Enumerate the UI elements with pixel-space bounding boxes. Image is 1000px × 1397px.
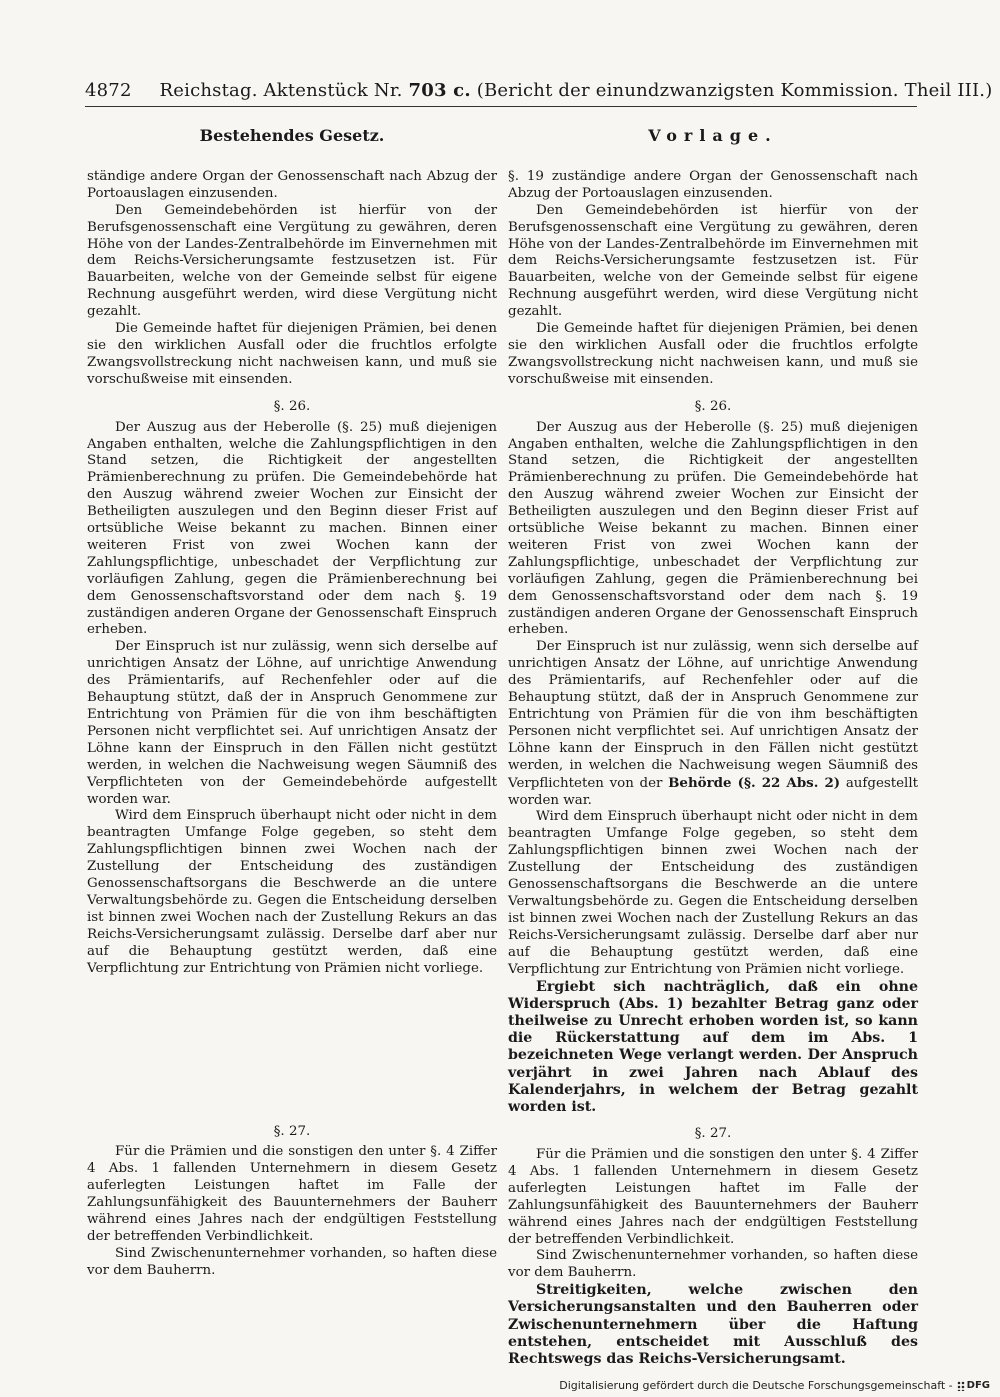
header-aktenstueck: Aktenstück [263, 80, 368, 101]
paragraph: §. 19 zuständige andere Organ der Genossenschaft nach Abzug der Portoauslagen einzusenden. [508, 168, 918, 201]
running-header [85, 80, 993, 101]
paragraph: Sind Zwischenunternehmer vorhanden, so haften diese vor dem Bauherrn. [87, 1245, 497, 1278]
paragraph: Die Gemeinde haftet für diejenigen Prämien, bei denen sie den wirklichen Ausfall oder die fruchtlos erfolgte Zwangsvollstreckung nicht nachweisen kann, und muß sie vorschußweise mit einsenden. [508, 321, 918, 387]
column-title-left: Bestehendes Gesetz. [199, 126, 385, 145]
paragraph-text: aufgestellt worden war. [508, 775, 918, 808]
header-description: (Bericht der einundzwanzigsten Kommission. [476, 80, 899, 101]
paragraph: Sind Zwischenunternehmer vorhanden, so haften diese vor dem Bauherrn. [508, 1248, 918, 1281]
paragraph: Für die Prämien und die sonstigen den unter §. 4 Ziffer 4 Abs. 1 fallenden Unternehmern in diesem Gesetz auferlegten Leistungen haftet im Falle der Zahlungsunfähigkeit des Bauunternehmers der Bauherr während eines Jahres nach der endgültigen Feststellung der betreffenden Verbindlichkeit. [508, 1147, 918, 1247]
paragraph: Der Auszug aus der Heberolle (§. 25) muß diejenigen Angaben enthalten, welche die Zahlungspflichtigen in den Stand setzen, die Richtigkeit der angestellten Prämienberechnung zu prüfen. Die Gemeindebehörde hat den Auszug während zweier Wochen zur Einsicht der Betheiligten auszulegen und den Beginn dieser Frist auf ortsübliche Weise bekannt zu machen. Binnen einer weiteren Frist von zwei Wochen kann der Zahlungspflichtige, unbeschadet der Verpflichtung zur vorläufigen Zahlung, gegen die Prämienberechnung bei dem Genossenschaftsvorstand oder dem nach §. 19 zuständigen anderen Organe der Genossenschaft Einspruch erheben. [508, 419, 918, 638]
bold-amendment: Behörde (§. 22 Abs. 2) [668, 774, 841, 791]
header-rule [85, 106, 917, 107]
digitization-footer [559, 1379, 990, 1392]
paragraph: Wird dem Einspruch überhaupt nicht oder nicht in dem beantragten Umfange Folge gegeben, so steht dem Zahlungspflichtigen binnen zwei Wochen nach der Zustellung der Entscheidung des zuständigen Genossenschaftsorgans die Beschwerde an die untere Verwaltungsbehörde zu. Gegen die Entscheidung derselben ist binnen zwei Wochen nach der Zustellung Rekurs an das Reichs-Versicherungsamt zulässig. Derselbe darf aber nur auf die Behauptung gestützt werden, daß eine Verpflichtung zur Entrichtung von Prämien nicht vorliege. [87, 808, 497, 976]
paragraph: Den Gemeindebehörden ist hierfür von der Berufsgenossenschaft eine Vergütung zu gewähren, deren Höhe von der Landes-Zentralbehörde im Einvernehmen mit dem Reichs-Versicherungsamte festzusetzen ist. Für Bauarbeiten, welche von der Gemeinde selbst für eigene Rechnung ausgeführt werden, wird diese Vergütung nicht gezahlt. [87, 202, 497, 320]
section-heading-27: §. 27. [273, 1123, 311, 1139]
spacer [87, 978, 497, 1114]
dfg-dots-icon [957, 1381, 965, 1391]
page-number: 4872 [85, 80, 132, 101]
paragraph: Die Gemeinde haftet für diejenigen Prämien, bei denen sie den wirklichen Ausfall oder die fruchtlos erfolgte Zwangsvollstreckung nicht nachweisen kann, und muß sie vorschußweise mit einsenden. [87, 321, 497, 387]
column-proposal [508, 122, 918, 1368]
section-heading-26: §. 26. [273, 398, 311, 414]
dfg-logo-icon [957, 1380, 990, 1391]
dfg-badge-text: DFG [966, 1380, 990, 1391]
paragraph-text: Der Einspruch ist nur zulässig, wenn sich derselbe auf unrichtigen Ansatz der Löhne, auf unrichtige Anwendung des Prämientarifs, auf Rechenfehler oder auf die Behauptung stützt, daß der in Anspruch Genommene zur Entrichtung von Prämien für die von ihm beschäftigten Personen nicht verpflichtet sei. Auf unrichtigen Ansatz der Löhne kann der Einspruch in den Fällen nicht gestützt werden, in welchen die Nachweisung wegen Säumniß des Verpflichteten von der [508, 639, 918, 791]
column-existing-law [87, 122, 497, 1280]
bold-amendment-paragraph: Streitigkeiten, welche zwischen den Versicherungsanstalten und den Bauherren oder Zwischenunternehmern über die Haftung entstehen, entscheidet mit Ausschluß des Rechtswegs das Reichs-Versicherungsamt. [508, 1282, 918, 1368]
paragraph: Wird dem Einspruch überhaupt nicht oder nicht in dem beantragten Umfange Folge gegeben, so steht dem Zahlungspflichtigen binnen zwei Wochen nach der Zustellung der Entscheidung des zuständigen Genossenschaftsorgans die Beschwerde an die untere Verwaltungsbehörde zu. Gegen die Entscheidung derselben ist binnen zwei Wochen nach der Zustellung Rekurs an das Reichs-Versicherungsamt zulässig. Derselbe darf aber nur auf die Behauptung gestützt werden, daß eine Verpflichtung zur Entrichtung von Prämien nicht vorliege. [508, 809, 918, 977]
footer-text: Digitalisierung gefördert durch die Deutsche Forschungsgemeinschaft - [559, 1379, 953, 1392]
paragraph: Für die Prämien und die sonstigen den unter §. 4 Ziffer 4 Abs. 1 fallenden Unternehmern in diesem Gesetz auferlegten Leistungen haftet im Falle der Zahlungsunfähigkeit des Bauunternehmers der Bauherr während eines Jahres nach der endgültigen Feststellung der betreffenden Verbindlichkeit. [87, 1144, 497, 1244]
paragraph [508, 639, 918, 809]
header-reichstag: Reichstag. [159, 80, 258, 101]
paragraph: Den Gemeindebehörden ist hierfür von der Berufsgenossenschaft eine Vergütung zu gewähren, deren Höhe von der Landes-Zentralbehörde im Einvernehmen mit dem Reichs-Versicherungsamte festzusetzen ist. Für Bauarbeiten, welche von der Gemeinde selbst für eigene Rechnung ausgeführt werden, wird diese Vergütung nicht gezahlt. [508, 202, 918, 320]
header-nr-value: 703 c. [408, 80, 471, 101]
header-nr-label: Nr. [373, 80, 403, 101]
paragraph: ständige andere Organ der Genossenschaft nach Abzug der Portoauslagen einzusenden. [87, 168, 497, 201]
bold-amendment-paragraph: Ergiebt sich nachträglich, daß ein ohne Widerspruch (Abs. 1) bezahlter Betrag ganz oder theilweise zu Unrecht erhoben worden ist, so kann die Rückerstattung auf dem im Abs. 1 bezeichneten Wege verlangt werden. Der Anspruch verjährt in zwei Jahren nach Ablauf des Kalenderjahrs, in welchem der Betrag gezahlt worden ist. [508, 978, 918, 1115]
section-heading-26: §. 26. [694, 398, 732, 414]
paragraph: Der Einspruch ist nur zulässig, wenn sich derselbe auf unrichtigen Ansatz der Löhne, auf unrichtige Anwendung des Prämientarifs, auf Rechenfehler oder auf die Behauptung stützt, daß der in Anspruch Genommene zur Entrichtung von Prämien für die von ihm beschäftigten Personen nicht verpflichtet sei. Auf unrichtigen Ansatz der Löhne kann der Einspruch in den Fällen nicht gestützt werden, in welchen die Nachweisung wegen Säumniß des Verpflichteten von der Gemeindebehörde aufgestellt worden war. [87, 639, 497, 807]
paragraph: Der Auszug aus der Heberolle (§. 25) muß diejenigen Angaben enthalten, welche die Zahlungspflichtigen in den Stand setzen, die Richtigkeit der angestellten Prämienberechnung zu prüfen. Die Gemeindebehörde hat den Auszug während zweier Wochen zur Einsicht der Betheiligten auszulegen und den Beginn dieser Frist auf ortsübliche Weise bekannt zu machen. Binnen einer weiteren Frist von zwei Wochen kann der Zahlungspflichtige, unbeschadet der Verpflichtung zur vorläufigen Zahlung, gegen die Prämienberechnung bei dem Genossenschaftsvorstand oder dem nach §. 19 zuständigen anderen Organe der Genossenschaft Einspruch erheben. [87, 419, 497, 638]
header-part: Theil III.) [904, 80, 993, 101]
column-title-right: Vorlage. [648, 126, 778, 145]
section-heading-27: §. 27. [694, 1126, 732, 1142]
